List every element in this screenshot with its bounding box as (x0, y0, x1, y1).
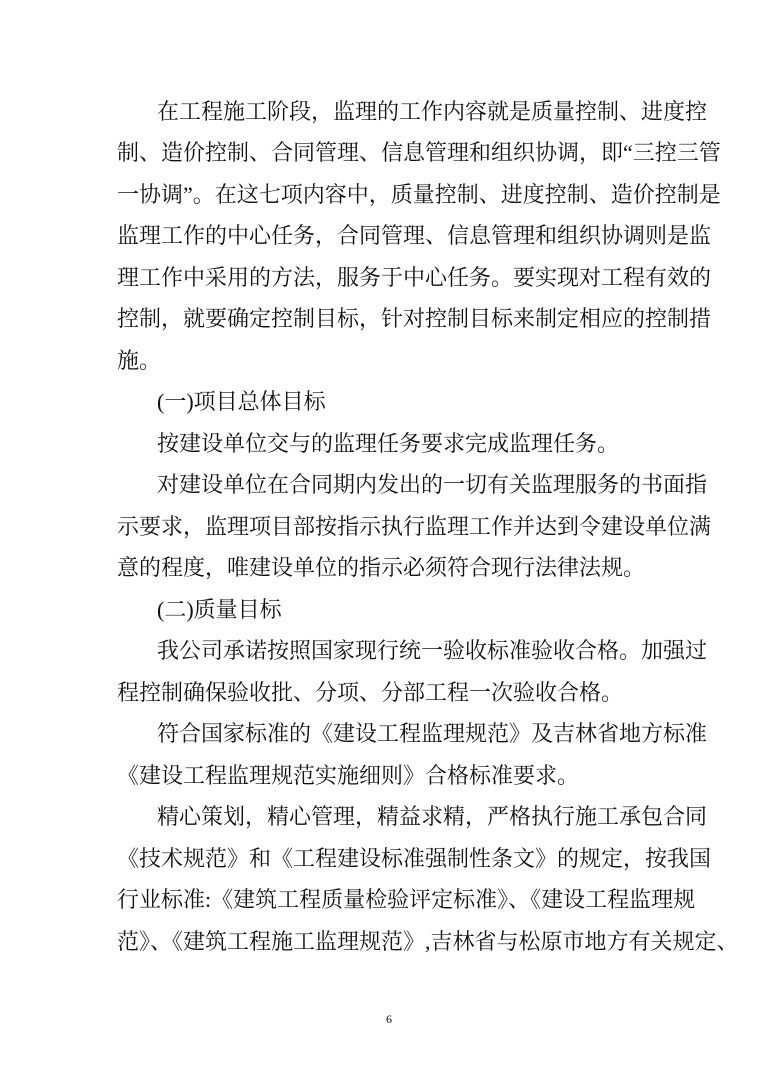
paragraph-line: 程控制确保验收批、分项、分部工程一次验收合格。 (117, 680, 624, 705)
paragraph-line: 《技术规范》和《工程建设标准强制性条文》的规定，按我国 (117, 846, 712, 871)
paragraph-line: 对建设单位在合同期内发出的一切有关监理服务的书面指 (157, 472, 708, 497)
paragraph-line: 施。 (117, 348, 162, 373)
paragraph-line: 《建设工程监理规范实施细则》合格标准要求。 (117, 763, 580, 788)
paragraph-line: 按建设单位交与的监理任务要求完成监理任务。 (157, 431, 620, 456)
section-heading: (一)项目总体目标 (157, 389, 326, 414)
paragraph-line: 示要求，监理项目部按指示执行监理工作并达到令建设单位满 (117, 514, 712, 539)
paragraph-line: 符合国家标准的《建设工程监理规范》及吉林省地方标准 (157, 721, 708, 746)
page-number: 6 (386, 1012, 392, 1026)
paragraph-line: 一协调”。在这七项内容中，质量控制、进度控制、造价控制是 (117, 182, 721, 207)
paragraph-line: 我公司承诺按照国家现行统一验收标准验收合格。加强过 (157, 638, 708, 663)
paragraph-line: 在工程施工阶段，监理的工作内容就是质量控制、进度控 (157, 99, 708, 124)
paragraph-line: 制、造价控制、合同管理、信息管理和组织协调，即“三控三管 (117, 140, 721, 165)
paragraph-line: 行业标准:《建筑工程质量检验评定标准》、《建设工程监理规 (117, 887, 696, 912)
paragraph-line: 控制，就要确定控制目标，针对控制目标来制定相应的控制措 (117, 306, 712, 331)
paragraph-line: 理工作中采用的方法，服务于中心任务。要实现对工程有效的 (117, 265, 712, 290)
paragraph-line: 监理工作的中心任务，合同管理、信息管理和组织协调则是监 (117, 223, 712, 248)
paragraph-line: 精心策划，精心管理，精益求精，严格执行施工承包合同 (157, 804, 708, 829)
section-heading: (二)质量目标 (157, 597, 282, 622)
paragraph-line: 范》、《建筑工程施工监理规范》,吉林省与松原市地方有关规定、 (117, 929, 739, 954)
paragraph-line: 意的程度，唯建设单位的指示必须符合现行法律法规。 (117, 555, 646, 580)
